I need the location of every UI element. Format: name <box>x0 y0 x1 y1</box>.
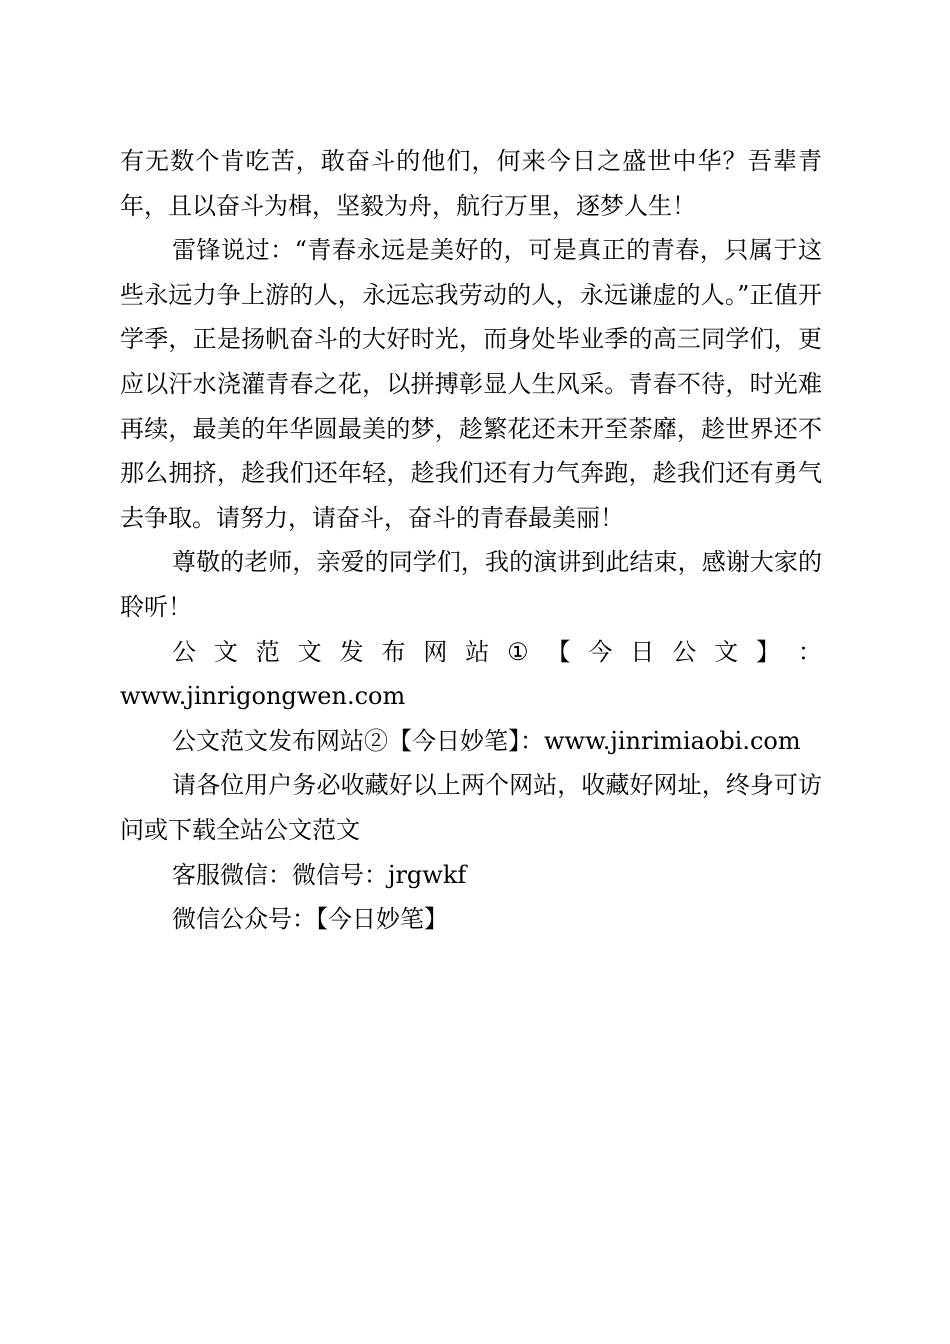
site1-label-char: 网 <box>423 637 448 666</box>
site1-label-char: 布 <box>381 637 406 666</box>
document-page <box>120 139 822 942</box>
site1-label <box>120 630 822 675</box>
site1-label-char: 公 <box>672 637 697 666</box>
site1-label-char: 】 <box>755 637 780 666</box>
paragraph-2: 雷锋说过：“青春永远是美好的，可是真正的青春，只属于这些永远力争上游的人，永远忘我劳动的人，永远谦虚的人。”正值开学季，正是扬帆奋斗的大好时光，而身处毕业季的高三同学们，更应以汗水浇灌青春之花，以拼搏彰显人生风采。青春不待，时光难再续，最美的年华圆最美的梦，趁繁花还未开至荼靡，趁世界还不那么拥挤，趁我们还年轻，趁我们还有力气奔跑，趁我们还有勇气去争取。请努力，请奋斗，奋斗的青春最美丽！ <box>120 236 822 532</box>
site1-label-char: 公 <box>172 637 196 666</box>
site1-url[interactable]: www.jinrigongwen.com <box>120 682 406 711</box>
site1-label-char: 文 <box>297 637 322 666</box>
official-account: 微信公众号：【今日妙笔】 <box>172 905 448 934</box>
site1-label-char: 站 <box>465 637 490 666</box>
site1-label-char: ① <box>507 637 529 666</box>
site1-label-char: ： <box>797 637 822 666</box>
site1-label-char: 今 <box>588 637 613 666</box>
site1-label-char: 范 <box>255 637 280 666</box>
site1-label-char: 发 <box>339 637 364 666</box>
site1-label-char: 日 <box>630 637 655 666</box>
paragraph-3: 尊敬的老师，亲爱的同学们，我的演讲到此结束，感谢大家的聆听！ <box>120 548 822 621</box>
paragraph-1: 有无数个肯吃苦，敢奋斗的他们，何来今日之盛世中华？吾辈青年，且以奋斗为楫，坚毅为舟，航行万里，逐梦人生！ <box>120 147 822 220</box>
service-wechat: 客服微信：微信号：jrgwkf <box>172 860 467 889</box>
site1-label-char: 文 <box>213 637 238 666</box>
site1-label-char: 文 <box>714 637 739 666</box>
notice-paragraph: 请各位用户务必收藏好以上两个网站，收藏好网址，终身可访问或下载全站公文范文 <box>120 771 822 844</box>
site1-label-char: 【 <box>546 637 571 666</box>
site2-line[interactable]: 公文范文发布网站②【今日妙笔】：www.jinrimiaobi.com <box>172 726 801 755</box>
